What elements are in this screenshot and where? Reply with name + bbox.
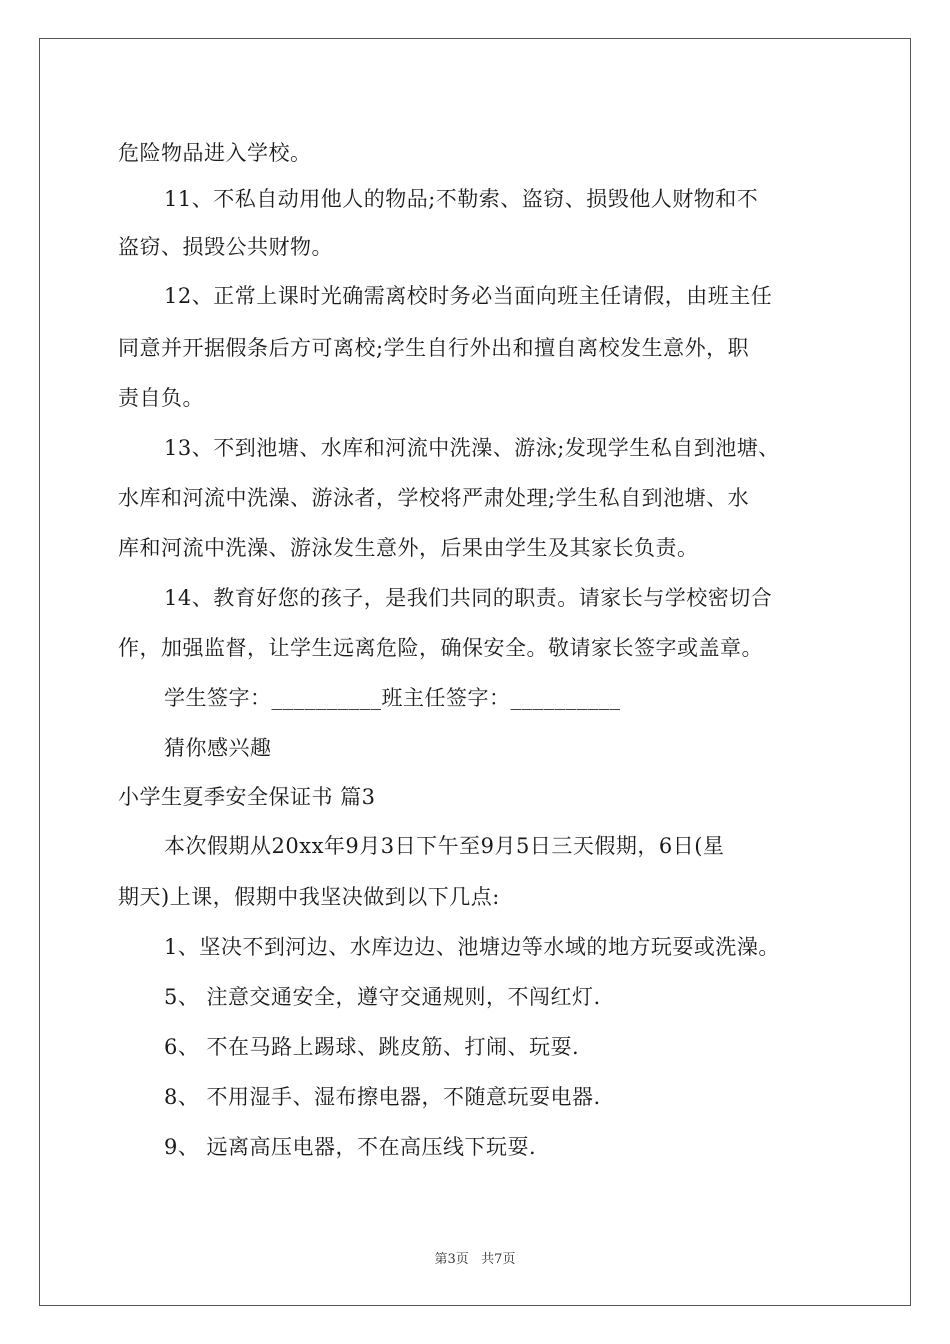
section-title: 小学生夏季安全保证书 篇3 [118, 785, 376, 809]
text-line-8: 水库和河流中洗澡、游泳者，学校将严肃处理;学生私自到池塘、水 [118, 486, 750, 510]
text-line-3: 盗窃、损毁公共财物。 [118, 235, 333, 259]
signature-line: 学生签字：__________班主任签字：__________ [164, 686, 621, 710]
text-line-6: 责自负。 [118, 386, 204, 410]
text-line-11: 作，加强监督，让学生远离危险，确保安全。敬请家长签字或盖章。 [118, 636, 763, 660]
list-item-9: 9、 远离高压电器，不在高压线下玩耍. [164, 1135, 537, 1159]
page-footer [0, 1248, 950, 1267]
text-line-15: 本次假期从20xx年9月3日下午至9月5日三天假期，6日(星 [164, 834, 725, 858]
page-number: 第3页 共7页 [434, 1252, 516, 1267]
text-line-10: 14、教育好您的孩子，是我们共同的职责。请家长与学校密切合 [164, 586, 773, 610]
list-item-1: 1、坚决不到河边、水库边边、池塘边等水域的地方玩耍或洗澡。 [164, 935, 780, 959]
text-line-1: 危险物品进入学校。 [118, 141, 312, 165]
text-line-5: 同意并开据假条后方可离校;学生自行外出和擅自离校发生意外，职 [118, 336, 750, 360]
text-line-9: 库和河流中洗澡、游泳发生意外，后果由学生及其家长负责。 [118, 536, 699, 560]
recommend-heading: 猜你感兴趣 [164, 736, 272, 760]
list-item-6: 6、 不在马路上踢球、跳皮筋、打闹、玩耍. [164, 1035, 580, 1059]
page-border [39, 38, 911, 1306]
list-item-5: 5、 注意交通安全，遵守交通规则，不闯红灯. [164, 985, 601, 1009]
list-item-8: 8、 不用湿手、湿布擦电器，不随意玩耍电器. [164, 1085, 601, 1109]
text-line-16: 期天)上课，假期中我坚决做到以下几点: [118, 885, 500, 909]
text-line-7: 13、不到池塘、水库和河流中洗澡、游泳;发现学生私自到池塘、 [164, 436, 780, 460]
text-line-4: 12、正常上课时光确需离校时务必当面向班主任请假，由班主任 [164, 284, 773, 308]
text-line-2: 11、不私自动用他人的物品;不勒索、盗窃、损毁他人财物和不 [164, 187, 759, 211]
